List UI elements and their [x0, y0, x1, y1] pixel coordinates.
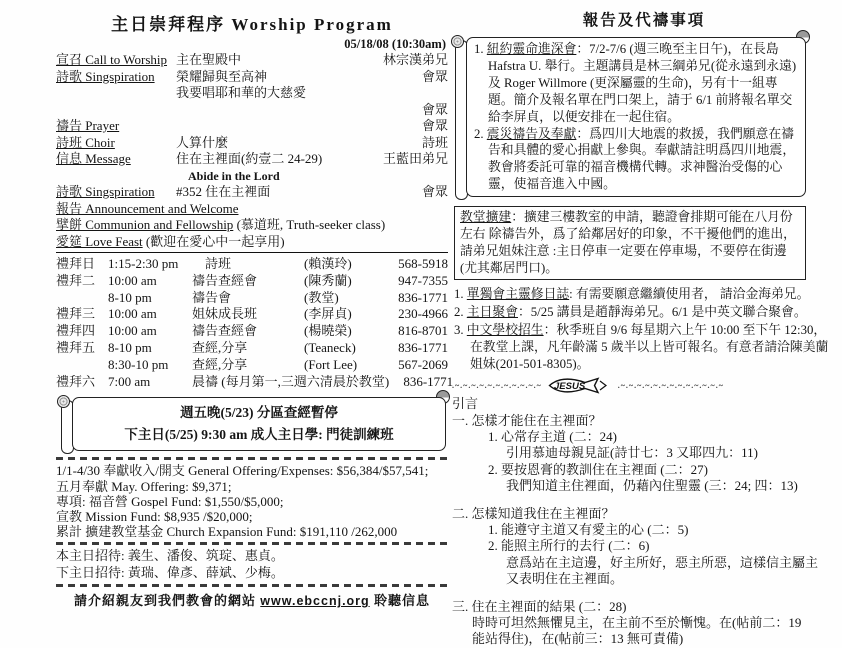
program-item-content: 榮耀歸與至高神	[176, 68, 268, 84]
program-item-label	[56, 102, 176, 119]
list-item-label: 主日聚會	[466, 305, 518, 320]
announcements-title: 報告及代禱事項	[582, 12, 706, 29]
outline-line: 1. 心常存主道 (二：24)	[488, 428, 617, 444]
program-item-label: 宣召 Call to Worship	[56, 52, 168, 67]
schedule-activity-cell	[192, 374, 389, 391]
table-row	[56, 306, 448, 323]
weekly-schedule-table	[56, 256, 454, 390]
announcement-text: ：7/2-7/6 (週三晚至主日午)，在長島 Hafstra U. 舉行。主題講員是林三綱弟兄(從永遠到永遠)及 Roger Willmore (更深屬靈的生命)，另有十一組專題。簡介及報名單在門口架上，請于 6/1 前將報名單交給李屏貞，以便安排在一起住宿。	[488, 42, 797, 124]
program-item-content	[176, 102, 354, 119]
schedule-contact: (陳秀蘭)	[304, 272, 352, 288]
program-item-participant: 詩班	[421, 134, 448, 150]
schedule-activity: 姐妹成長班	[192, 306, 258, 322]
announcement-scroll	[466, 37, 806, 197]
outline-line: 三. 住在主裡面的結果 (二：28)	[452, 598, 627, 614]
schedule-time: 10:00 am	[108, 272, 157, 288]
schedule-day: 禮拜日	[56, 256, 96, 271]
expansion-box	[454, 206, 806, 280]
outline-intro: 引言	[452, 396, 479, 412]
schedule-activity-cell	[192, 340, 384, 357]
program-item-label: 報告 Announcement and Welcome	[56, 200, 239, 216]
usher-section	[56, 548, 448, 581]
schedule-activity: 查經,分享	[192, 356, 248, 372]
list-item-text: ：5/25 講員是趙靜海弟兄。6/1 是中英文聯合聚會。	[517, 305, 807, 320]
schedule-time: 8:30-10 pm	[108, 356, 169, 372]
program-item-label	[56, 168, 176, 185]
program-row	[56, 234, 448, 251]
announcement-item	[474, 41, 798, 126]
list-item-number: 1.	[454, 287, 467, 302]
announcement-label: 紐約靈命進深會	[486, 42, 577, 56]
schedule-activity: 晨禱 (每月第一,三週六清晨於教堂)	[192, 373, 390, 389]
program-wide-list	[56, 201, 448, 251]
jesus-divider	[452, 377, 836, 394]
program-item-content: 住在主裡面(約壹二 24-29)	[176, 151, 323, 166]
schedule-time: 10:00 am	[108, 306, 157, 322]
program-item-participant: 會眾	[421, 101, 448, 117]
program-item-note: (歡迎在愛心中一起享用)	[142, 233, 285, 249]
list-item	[454, 304, 836, 321]
jesus-fish-icon	[548, 377, 612, 394]
schedule-activity: 查經,分享	[192, 339, 248, 355]
outline-line: 意爲站在主這邊，好主所好，惡主所惡，這樣信主屬主	[506, 554, 819, 570]
schedule-time: 1:15-2:30 pm	[108, 256, 179, 271]
schedule-activity-cell	[192, 306, 384, 323]
program-item-participant: 王藍田弟兄	[382, 151, 448, 166]
service-date: 05/18/08 (10:30am)	[344, 37, 446, 51]
schedule-activity-cell	[192, 290, 384, 307]
schedule-day: 禮拜六	[56, 373, 96, 389]
svg-text:JESUS: JESUS	[553, 381, 585, 393]
schedule-phone: 836-1771	[398, 289, 448, 305]
program-row	[56, 184, 448, 201]
usher-line: 下主日招待: 黃瑞、偉彥、薛斌、少梅。	[56, 564, 284, 580]
table-row	[56, 256, 448, 273]
schedule-activity: 禱告會	[192, 289, 232, 305]
program-item-participant: 會眾	[421, 184, 448, 199]
program-row	[56, 168, 448, 185]
schedule-phone: 816-8701	[398, 323, 448, 339]
divider-ornament: .~.~.~.~.~.~.~.~.~.~.~	[452, 381, 542, 391]
schedule-activity-cell	[192, 357, 384, 374]
worship-program-title: 主日崇拜程序 Worship Program	[111, 15, 393, 34]
outline-line: 二. 怎樣知道我住在主裡面？	[452, 505, 615, 521]
schedule-day	[56, 290, 108, 307]
schedule-phone: 568-5918	[398, 256, 448, 271]
schedule-day: 禮拜二	[56, 272, 96, 288]
announcement-number: 2.	[474, 126, 487, 141]
table-row	[56, 323, 448, 340]
list-item-text: : 有需要願意繼續使用者， 請洽金海弟兄。	[569, 287, 810, 302]
program-item-participant: 會眾	[421, 118, 448, 133]
schedule-activity: 禱告查經會	[192, 272, 258, 288]
table-row	[56, 340, 448, 357]
dashed-divider	[56, 584, 448, 587]
dashed-divider	[56, 457, 448, 460]
schedule-phone: 230-4966	[398, 306, 448, 322]
announcement-text: ：爲四川大地震的救援，我們願意在禱告和具體的愛心捐獻上參與。奉獻請註明爲四川地震，教會將委託可靠的福音機構代轉。求神醫治受傷的心靈，使福音進入中國。	[488, 126, 796, 192]
outline-line: 時時可坦然無懼見主，在主前不至於慚愧。在(帖前二：19	[472, 615, 802, 631]
announcement-list	[454, 286, 836, 373]
announcements-column	[452, 4, 836, 648]
table-row	[56, 273, 448, 290]
schedule-time: 8-10 pm	[108, 289, 152, 305]
finance-line: 1/1-4/30 奉獻收入/開支 General Offering/Expenses: $56,384/$57,541;	[56, 463, 429, 479]
finance-line: 累計 擴建教堂基金 Church Expansion Fund: $191,110 /262,000	[56, 524, 398, 540]
program-item-note: (慕道班, Truth-seeker class)	[233, 217, 386, 232]
outline-line	[452, 588, 836, 599]
outline-body	[452, 413, 836, 648]
program-item-content: 我要唱耶和華的大慈愛	[176, 85, 307, 100]
program-item-label: 禱告 Prayer	[56, 118, 120, 133]
schedule-activity-cell	[192, 323, 384, 340]
program-item-label: 詩歌 Singspiration	[56, 68, 155, 84]
program-item-label	[56, 85, 176, 102]
schedule-contact: (Fort Lee)	[304, 356, 358, 372]
notice-box-body	[72, 397, 446, 451]
program-item-content: 人算什麼	[176, 134, 229, 150]
schedule-phone: 567-2069	[398, 356, 448, 372]
schedule-contact: (李屏貞)	[304, 306, 352, 322]
schedule-day: 禮拜三	[56, 306, 96, 322]
footer-text-post: 聆聽信息	[369, 593, 430, 609]
program-item-participant	[354, 85, 448, 102]
outline-line: 又表明住在主裡面。	[506, 571, 624, 587]
table-row	[56, 357, 448, 374]
schedule-phone: 836-1771	[398, 339, 448, 355]
program-item-participant: 林宗漢弟兄	[382, 52, 448, 67]
program-item-content: Abide in the Lord	[188, 168, 280, 183]
list-item-label: 單獨會主靈修日誌	[466, 287, 570, 302]
program-item-label: 愛筵 Love Feast	[56, 233, 143, 249]
announcement-item	[474, 126, 798, 194]
list-item	[454, 322, 836, 373]
program-list	[56, 52, 448, 201]
schedule-day: 禮拜五	[56, 339, 96, 355]
notice-line: 週五晚(5/23) 分區查經暫停	[180, 405, 338, 421]
expansion-label: 教堂擴建	[460, 210, 512, 225]
program-row	[56, 69, 448, 86]
divider-ornament: .~.~.~.~.~.~.~.~.~.~.~.~.~	[617, 381, 724, 391]
footer-text-pre: 請介紹親友到我們教會的網站	[74, 593, 261, 609]
dashed-divider	[56, 542, 448, 545]
program-item-participant: 會眾	[421, 68, 448, 84]
finance-line: 專項: 福音營 Gospel Fund: $1,550/$5,000;	[56, 493, 284, 509]
program-row	[56, 217, 448, 234]
schedule-day	[56, 357, 108, 374]
program-item-label: 詩歌 Singspiration	[56, 184, 155, 199]
outline-line: 2. 能照主所行的去行 (二：6)	[488, 538, 650, 554]
schedule-contact: (楊曉榮)	[304, 323, 352, 339]
announcement-number: 1.	[474, 42, 487, 56]
schedule-activity-cell	[192, 256, 384, 273]
footer-note	[56, 590, 448, 609]
program-row	[56, 85, 448, 102]
schedule-activity: 詩班	[192, 256, 232, 271]
list-item-number: 2.	[454, 305, 467, 320]
program-row	[56, 102, 448, 119]
schedule-day: 禮拜四	[56, 323, 96, 339]
program-row	[56, 201, 448, 218]
notice-scroll	[72, 397, 446, 451]
finance-section	[56, 463, 448, 539]
outline-line: 一. 怎樣才能住在主裡面？	[452, 412, 602, 428]
usher-line: 本主日招待: 義生、潘俊、筑琔、惠貞。	[56, 548, 284, 564]
schedule-phone: 836-1771	[403, 373, 454, 389]
program-row	[56, 52, 448, 69]
table-top-rule	[56, 252, 448, 253]
notice-line: 下主日(5/25) 9:30 am 成人主日學: 門徒訓練班	[124, 427, 394, 443]
schedule-time: 8-10 pm	[108, 339, 152, 355]
schedule-contact: (教堂)	[304, 289, 339, 305]
program-item-content	[176, 118, 354, 135]
schedule-activity-cell	[192, 273, 384, 290]
expansion-text: ：擴建三樓教室的申請，聽證會排期可能在八月份左右 除禱告外，爲了給鄰居好的印象，不干擾他們的進出，請弟兄姐妹注意 :主日停車一定要在停車場，不要停在街邊 (尤其鄰居門口)。	[460, 210, 796, 276]
schedule-activity: 禱告查經會	[192, 323, 258, 339]
table-row	[56, 290, 448, 307]
announcement-label: 震災禱告及奉獻	[486, 126, 577, 141]
program-item-content: 主在聖殿中	[176, 52, 242, 67]
outline-line	[452, 495, 836, 506]
list-item-text: ：秋季班自 9/6 每星期六上午 10:00 至下午 12:30，在教堂上課，凡年齡滿 5 歲半以上皆可報名。有意者請洽陳美蘭姐妹(201-501-8305)。	[470, 323, 829, 372]
finance-line: 宣教 Mission Fund: $8,935 /$20,000;	[56, 508, 253, 524]
outline-line: 1. 能遵守主道又有愛主的心 (二：5)	[488, 522, 689, 537]
list-item-label: 中文學校招生	[466, 323, 544, 338]
sermon-outline	[452, 396, 836, 648]
program-item-content: #352 住在主裡面	[176, 184, 271, 199]
worship-program-column	[56, 8, 454, 609]
program-item-label: 詩班 Choir	[56, 134, 115, 150]
schedule-phone: 947-7355	[398, 272, 448, 288]
program-row	[56, 135, 448, 152]
schedule-time: 7:00 am	[108, 373, 151, 389]
finance-line: 五月奉獻 May. Offering: $9,371;	[56, 478, 232, 494]
program-row	[56, 151, 448, 168]
program-item-label: 擘餅 Communion and Fellowship	[56, 217, 234, 232]
outline-line: 引用慕迪母親見証(詩廿七：3 又耶四九：11)	[506, 445, 758, 461]
schedule-contact: (Teaneck)	[304, 339, 356, 355]
outline-line: 我們知道主住裡面，仍藉內住聖靈 (三：24; 四：13)	[506, 478, 798, 494]
table-row	[56, 373, 454, 391]
outline-line: 能站得住)，在(帖前三：13 無可責備)	[472, 631, 684, 647]
program-row	[56, 118, 448, 135]
outline-line: 2. 要按恩膏的教訓住在主裡面 (二：27)	[488, 461, 708, 477]
program-item-participant	[354, 168, 448, 185]
program-item-label: 信息 Message	[56, 151, 131, 166]
list-item	[454, 286, 836, 303]
announcement-scroll-body	[466, 37, 806, 197]
list-item-number: 3.	[454, 323, 467, 338]
schedule-contact: (賴漢玲)	[304, 256, 352, 271]
church-website-link[interactable]: www.ebccnj.org	[260, 594, 370, 609]
schedule-time: 10:00 am	[108, 323, 157, 339]
scroll-curl-icon	[451, 35, 464, 48]
